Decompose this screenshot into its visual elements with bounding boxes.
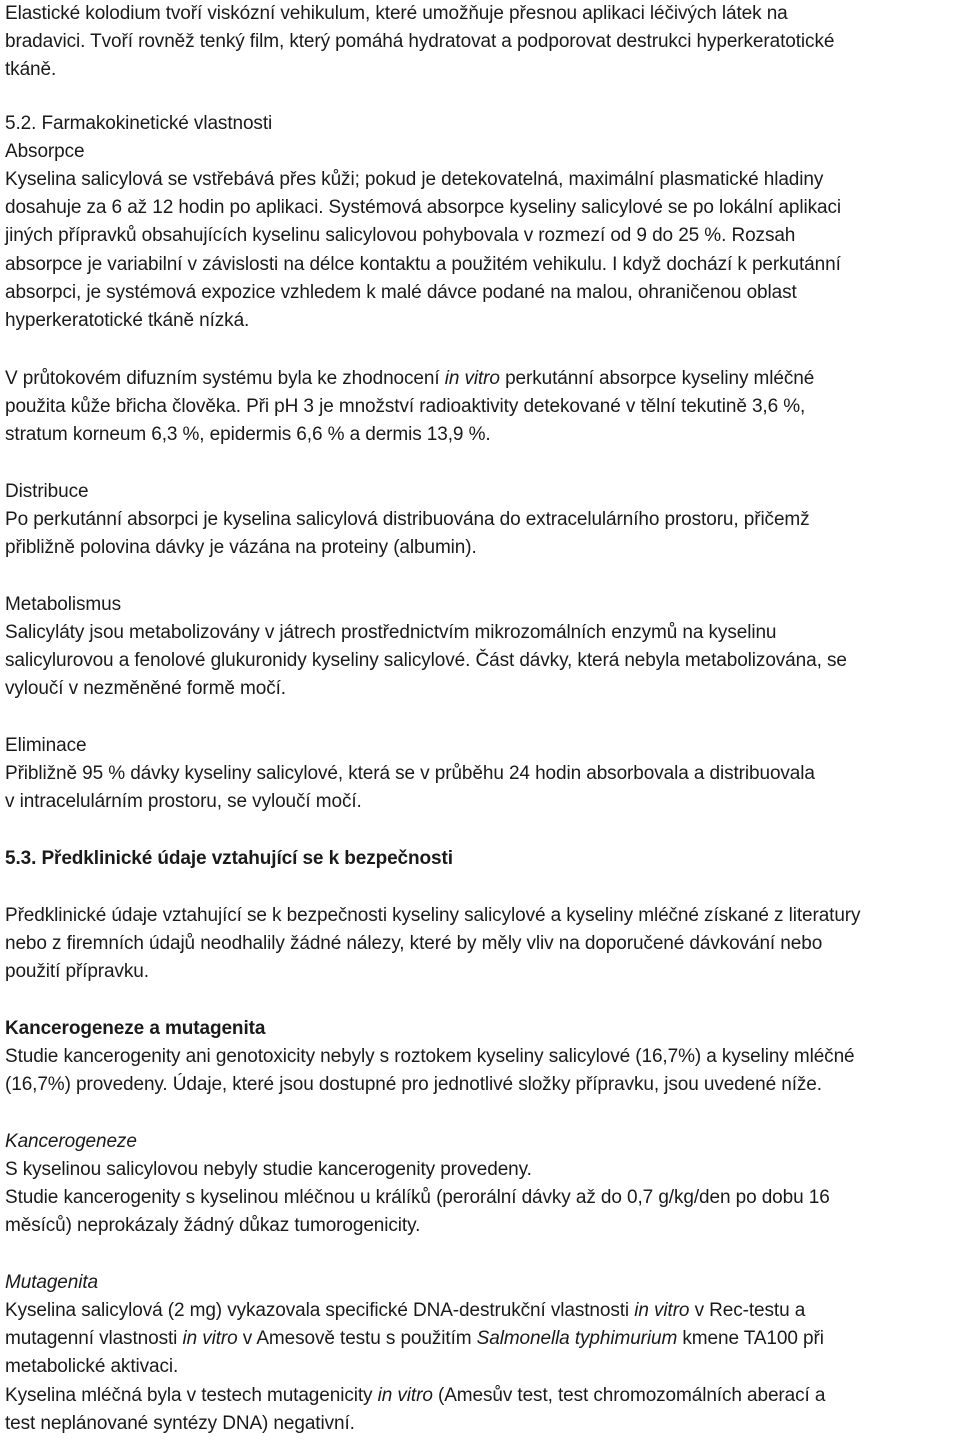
text-run: perkutánní absorpce kyseliny mléčné (499, 368, 815, 389)
text-run: v Amesově testu s použitím (237, 1328, 477, 1349)
text-run: Kyselina salicylová (2 mg) vykazovala specifické DNA-destrukční vlastnosti (5, 1300, 635, 1321)
text-line (5, 0, 788, 28)
bold-text: Kancerogeneze a mutagenita (5, 1018, 266, 1039)
text-run: Kyselina mléčná byla v testech mutagenicity (5, 1385, 378, 1406)
text-line (5, 845, 453, 873)
text-run: dosahuje za 6 až 12 hodin po aplikaci. Systémová absorpce kyseliny salicylové se po lokální aplikaci (5, 197, 841, 218)
text-run: absorpci, je systémová expozice vzhledem k malé dávce podané na malou, ohraničenou oblast (5, 282, 797, 303)
text-run: v Rec-testu a (689, 1300, 806, 1321)
text-run: Absorpce (5, 141, 85, 162)
text-line (5, 930, 822, 958)
text-line (5, 534, 477, 562)
text-run: Distribuce (5, 481, 89, 502)
text-run: test neplánované syntézy DNA) negativní. (5, 1413, 355, 1434)
text-line (5, 1353, 178, 1381)
text-line (5, 1015, 265, 1043)
text-run: kmene TA100 při (677, 1328, 824, 1349)
text-line (5, 958, 149, 986)
text-line (5, 1325, 824, 1353)
text-run: Elastické kolodium tvoří viskózní vehikulum, které umožňuje přesnou aplikaci léčivých látek na (5, 3, 788, 24)
text-run: 5.2. Farmakokinetické vlastnosti (5, 113, 273, 134)
text-run: (16,7%) provedeny. Údaje, které jsou dostupné pro jednotlivé složky přípravku, jsou uvedené níže. (5, 1074, 822, 1095)
text-line (5, 1071, 822, 1099)
text-run: mutagenní vlastnosti (5, 1328, 183, 1349)
text-line (5, 506, 810, 534)
text-line (5, 56, 56, 84)
text-run: Studie kancerogenity ani genotoxicity nebyly s roztokem kyseliny salicylové (16,7%) a kyseliny mléčné (5, 1046, 855, 1067)
text-line (5, 1269, 98, 1297)
text-line (5, 591, 121, 619)
italic-text: Salmonella typhimurium (476, 1328, 678, 1349)
text-run: (Amesův test, test chromozomálních aberací a (432, 1385, 826, 1406)
text-run: Eliminace (5, 735, 87, 756)
text-run: S kyselinou salicylovou nebyly studie kancerogenity provedeny. (5, 1159, 532, 1180)
text-run: vyloučí v nezměněné formě močí. (5, 678, 286, 699)
text-line (5, 675, 286, 703)
italic-text: Kancerogeneze (5, 1131, 137, 1152)
text-run: v intracelulárním prostoru, se vyloučí močí. (5, 791, 362, 812)
text-line (5, 647, 847, 675)
text-line (5, 251, 841, 279)
text-line (5, 732, 86, 760)
text-run: salicylurovou a fenolové glukuronidy kyseliny salicylové. Část dávky, která nebyla metabolizována, se (5, 650, 847, 671)
text-line (5, 194, 841, 222)
italic-text: in vitro (182, 1328, 238, 1349)
text-run: Přibližně 95 % dávky kyseliny salicylové, která se v průběhu 24 hodin absorbovala a distribuovala (5, 763, 815, 784)
text-line (5, 478, 88, 506)
text-line (5, 1410, 355, 1438)
text-line (5, 619, 776, 647)
text-line (5, 166, 823, 194)
text-line (5, 1184, 830, 1212)
text-line (5, 365, 814, 393)
text-run: hyperkeratotické tkáně nízká. (5, 310, 250, 331)
text-run: měsíců) neprokázaly žádný důkaz tumorogenicity. (5, 1215, 421, 1236)
text-line (5, 1128, 137, 1156)
text-line (5, 138, 84, 166)
text-run: bradavici. Tvoří rovněž tenký film, který pomáhá hydratovat a podporovat destrukci hyperkeratotické (5, 31, 835, 52)
text-run: Metabolismus (5, 594, 122, 615)
text-run: V průtokovém difuzním systému byla ke zhodnocení (5, 368, 445, 389)
text-run: metabolické aktivaci. (5, 1356, 179, 1377)
text-run: Salicyláty jsou metabolizovány v játrech prostřednictvím mikrozomálních enzymů na kyselinu (5, 622, 777, 643)
text-run: Po perkutánní absorpci je kyselina salicylová distribuována do extracelulárního prostoru, přičemž (5, 509, 810, 530)
text-line (5, 1156, 532, 1184)
text-line (5, 1212, 420, 1240)
text-run: jiných přípravků obsahujících kyselinu salicylovou pohybovala v rozmezí od 9 do 25 %. Rozsah (5, 225, 796, 246)
text-run: použití přípravku. (5, 961, 149, 982)
text-run: absorpce je variabilní v závislosti na délce kontaktu a použitém vehikulu. I když dochází k perkutánní (5, 254, 841, 275)
text-line (5, 1297, 805, 1325)
text-run: Kyselina salicylová se vstřebává přes kůži; pokud je detekovatelná, maximální plasmatické hladiny (5, 169, 824, 190)
text-line (5, 902, 860, 930)
text-run: nebo z firemních údajů neodhalily žádné nálezy, které by měly vliv na doporučené dávkování nebo (5, 933, 823, 954)
italic-text: in vitro (634, 1300, 690, 1321)
bold-text: 5.3. Předklinické údaje vztahující se k bezpečnosti (5, 848, 453, 869)
text-line (5, 279, 797, 307)
text-run: Předklinické údaje vztahující se k bezpečnosti kyseliny salicylové a kyseliny mléčné získané z literatury (5, 905, 861, 926)
text-line (5, 28, 834, 56)
text-line (5, 110, 272, 138)
italic-text: in vitro (444, 368, 500, 389)
italic-text: in vitro (377, 1385, 433, 1406)
text-run: přibližně polovina dávky je vázána na proteiny (albumin). (5, 537, 477, 558)
text-line (5, 393, 805, 421)
text-line (5, 788, 362, 816)
text-line (5, 222, 795, 250)
text-line (5, 421, 491, 449)
text-run: stratum korneum 6,3 %, epidermis 6,6 % a dermis 13,9 %. (5, 424, 491, 445)
text-run: Studie kancerogenity s kyselinou mléčnou u králíků (perorální dávky až do 0,7 g/kg/den po dobu 16 (5, 1187, 830, 1208)
text-line (5, 760, 815, 788)
text-line (5, 1043, 855, 1071)
text-run: použita kůže břicha člověka. Při pH 3 je množství radioaktivity detekované v tělní tekutině 3,6 %, (5, 396, 806, 417)
text-line (5, 307, 249, 335)
italic-text: Mutagenita (5, 1272, 99, 1293)
text-line (5, 1382, 825, 1410)
text-run: tkáně. (5, 59, 57, 80)
